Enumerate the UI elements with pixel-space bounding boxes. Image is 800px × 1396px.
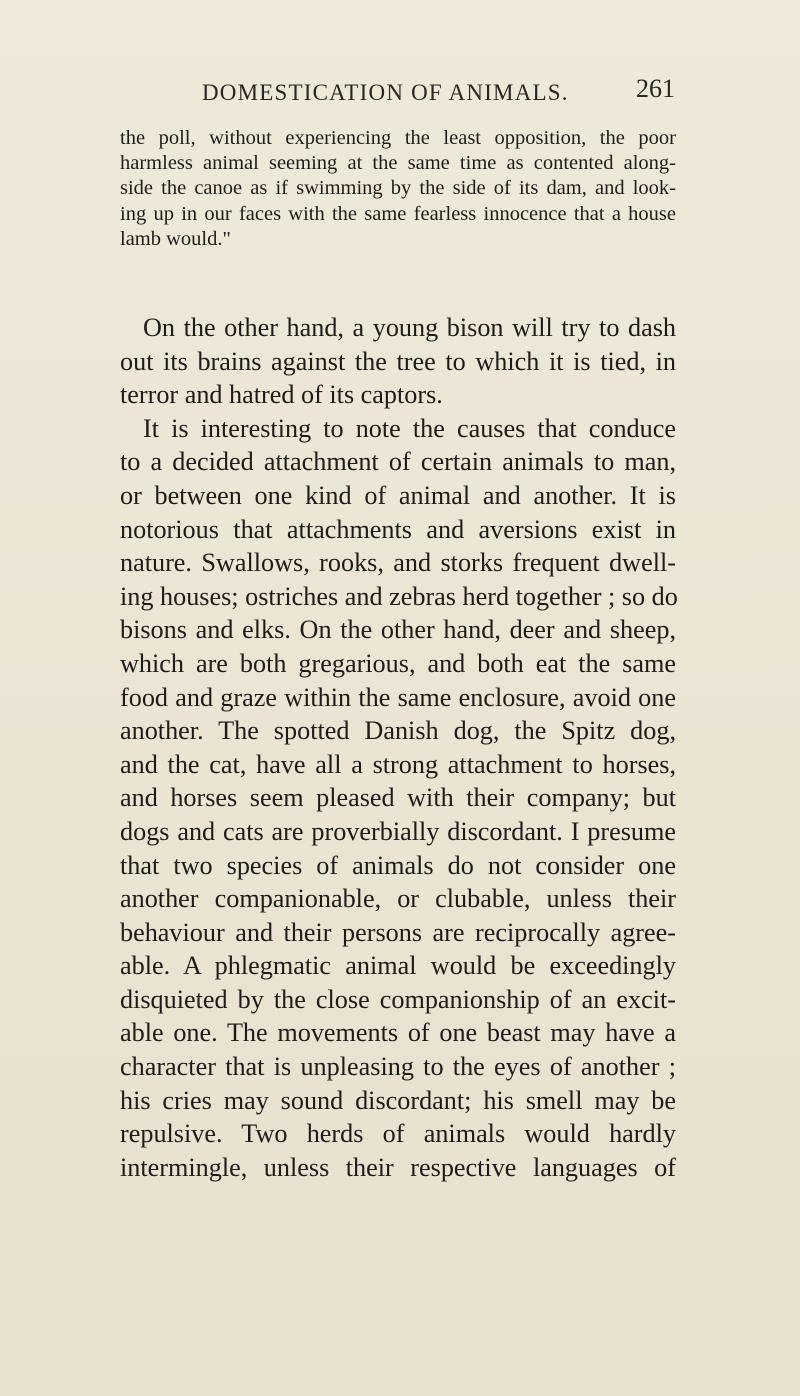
body-line: and horses seem pleased with their company; but bbox=[120, 783, 676, 813]
body-line: to a decided attachment of certain animals to man, bbox=[120, 447, 676, 477]
body-line: and the cat, have all a strong attachment to horses, bbox=[120, 749, 676, 779]
body-line: able one. The movements of one beast may have a bbox=[120, 1018, 676, 1048]
running-head bbox=[0, 74, 800, 110]
body-line: out its brains against the tree to which it is tied, in bbox=[120, 346, 676, 376]
body-line: another. The spotted Danish dog, the Spitz dog, bbox=[120, 716, 676, 746]
quote-line: harmless animal seeming at the same time as contented along- bbox=[120, 152, 676, 175]
body-line: able. A phlegmatic animal would be exceedingly bbox=[120, 951, 676, 981]
body-line: intermingle, unless their respective languages of bbox=[120, 1152, 676, 1182]
body-line: or between one kind of animal and another. It is bbox=[120, 480, 676, 510]
body-line: It is interesting to note the causes that conduce bbox=[143, 413, 676, 443]
body-text bbox=[120, 311, 676, 1184]
body-line: food and graze within the same enclosure, avoid one bbox=[120, 682, 676, 712]
quote-line: ing up in our faces with the same fearless innocence that a house bbox=[120, 202, 676, 225]
quote-line: lamb would." bbox=[120, 227, 231, 250]
body-line: bisons and elks. On the other hand, deer and sheep, bbox=[120, 615, 676, 645]
body-line: ing houses; ostriches and zebras herd together ; so do bbox=[120, 581, 678, 611]
body-line: character that is unpleasing to the eyes of another ; bbox=[120, 1052, 676, 1082]
body-line: which are both gregarious, and both eat the same bbox=[120, 648, 676, 678]
body-line: that two species of animals do not consider one bbox=[120, 850, 676, 880]
body-line: dogs and cats are proverbially discordant. I presume bbox=[120, 816, 676, 846]
page-number: 261 bbox=[636, 74, 675, 103]
quote-line: the poll, without experiencing the least opposition, the poor bbox=[120, 127, 676, 149]
body-line: nature. Swallows, rooks, and storks frequent dwell- bbox=[120, 548, 676, 578]
body-line: repulsive. Two herds of animals would hardly bbox=[120, 1119, 676, 1149]
body-line: behaviour and their persons are reciprocally agree- bbox=[120, 917, 676, 947]
quotation-paragraph bbox=[120, 126, 676, 252]
body-line: notorious that attachments and aversions exist in bbox=[120, 514, 676, 544]
running-title: DOMESTICATION OF ANIMALS. bbox=[202, 80, 569, 105]
quote-line: side the canoe as if swimming by the side of its dam, and look- bbox=[120, 177, 676, 200]
body-line: his cries may sound discordant; his smell may be bbox=[120, 1085, 676, 1115]
body-line: disquieted by the close companionship of an excit- bbox=[120, 984, 676, 1014]
body-line: another companionable, or clubable, unless their bbox=[120, 884, 676, 914]
body-line: terror and hatred of its captors. bbox=[120, 380, 443, 410]
body-line: On the other hand, a young bison will try to dash bbox=[143, 313, 676, 342]
